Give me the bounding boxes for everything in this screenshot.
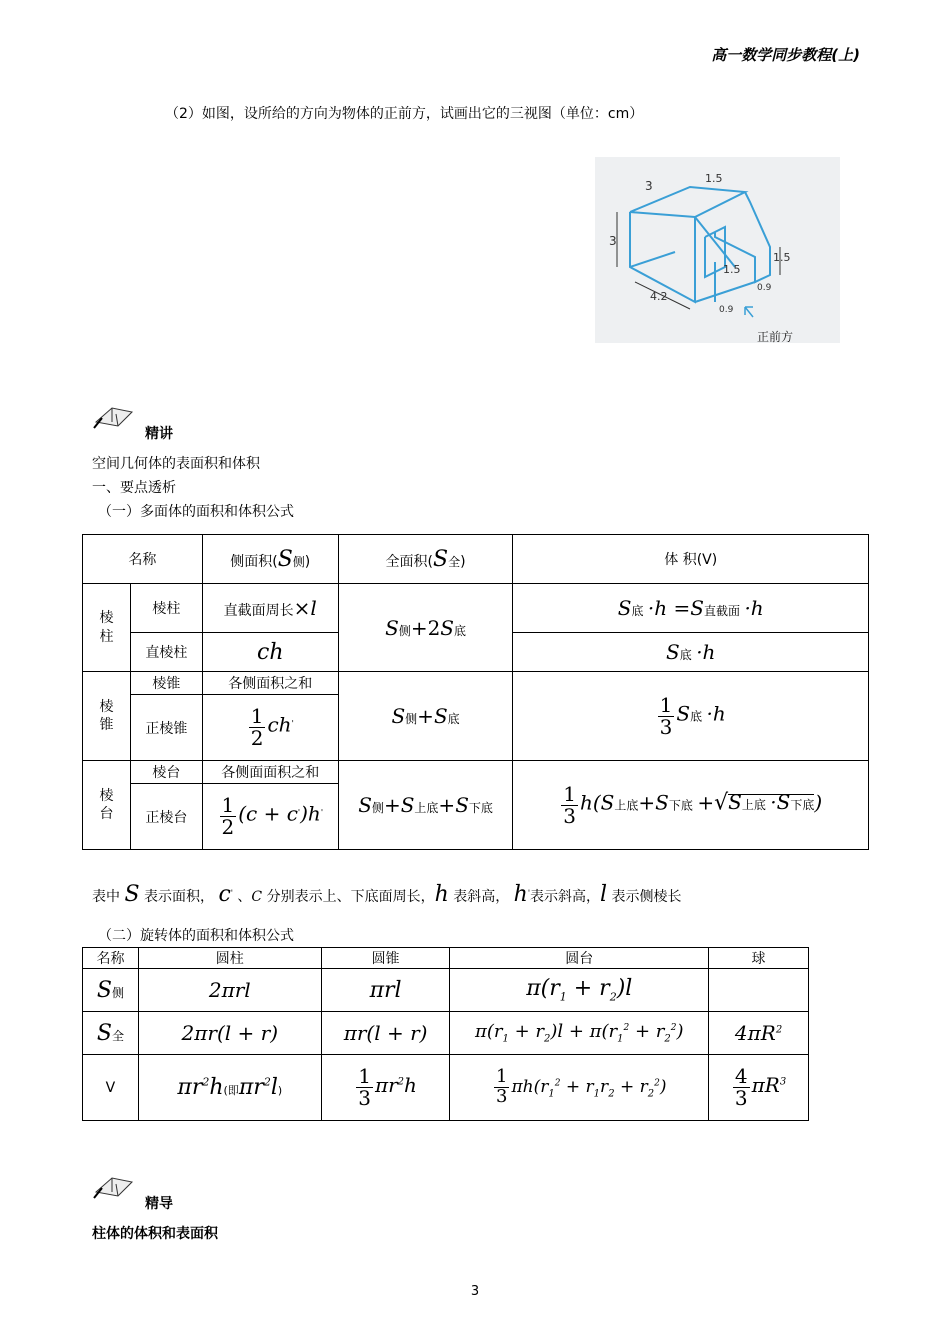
group-prism: 棱柱 [83,584,131,672]
t2-row-volume-label: V [83,1055,139,1121]
prism-total: S侧+2S底 [338,584,513,672]
header-side: 侧面积(S侧) [202,535,338,584]
section-line3: （一）多面体的面积和体积公式 [98,504,294,520]
dim-small2: 0.9 [757,283,772,293]
regular-frustum-side: $\frac{1}{2}$ (c + c')h' [202,784,338,850]
group-frustum: 棱台 [83,761,131,850]
isometric-figure [595,157,840,343]
pyramid-total: S侧+S底 [338,672,513,761]
dim-left: 3 [609,234,617,248]
t2-header-cone: 圆锥 [321,948,450,969]
row-pyramid-side: 各侧面积之和 [202,672,338,695]
t2-row-total-label: S全 [83,1012,139,1055]
header-name: 名称 [83,535,203,584]
direction-arrow-icon [745,307,753,317]
pyramid-volume: $\frac{1}{3}$ S底 ·h [513,672,869,761]
right-prism-volume: S底 ·h [513,633,869,672]
polyhedron-table [82,534,869,850]
section-line4: （二）旋转体的面积和体积公式 [98,928,294,944]
row-right-prism-name: 直棱柱 [130,633,202,672]
cyl-total: 2πr(l + r) [138,1012,321,1055]
cyl-volume: $\pi r^2h$(即$\pi r^2l$) [138,1055,321,1121]
dim-top: 3 [645,179,653,193]
cone-total: πr(l + r) [321,1012,450,1055]
sphere-volume: $\frac{4}{3}$ $\pi R^3$ [709,1055,809,1121]
t2-header-frustum: 圆台 [450,948,709,969]
dim-bottom: 4.2 [650,290,668,303]
section-title-jingjiang: 精讲 [145,426,173,442]
dim-top-right: 1.5 [705,172,723,185]
cyl-side: 2πrl [138,969,321,1012]
t2-header-name: 名称 [83,948,139,969]
t2-header-cylinder: 圆柱 [138,948,321,969]
dim-small1: 0.9 [719,305,734,315]
question-text: （2）如图，设所给的方向为物体的正前方，试画出它的三视图（单位：cm） [165,106,644,122]
revolution-table [82,947,809,1121]
frustum-side: $\pi(r_1 + r_2)l$ [450,969,709,1012]
row-prism-name: 棱柱 [130,584,202,633]
figure-drawing [595,157,840,343]
frustum-total: S侧+S上底+S下底 [338,761,513,850]
book-icon [92,400,137,430]
header-total: 全面积(S全) [338,535,513,584]
header-volume: 体 积(V) [513,535,869,584]
row-frustum-side: 各侧面面积之和 [202,761,338,784]
sphere-side [709,969,809,1012]
t2-row-side-label: S侧 [83,969,139,1012]
t2-header-sphere: 球 [709,948,809,969]
section2-line1: 柱体的体积和表面积 [92,1226,218,1242]
direction-label: 正前方 [757,330,794,343]
prism-volume: S底 ·h =S直截面 ·h [513,584,869,633]
book-icon-2 [92,1170,137,1200]
section-line1: 空间几何体的表面积和体积 [92,456,260,472]
section-line2: 一、要点透析 [92,480,176,496]
table-note: 表中 S 表示面积， c' 、C 分别表示上、下底面周长，h 表斜高， h'表示斜高，l 表示侧棱长 [92,882,682,907]
page-number: 3 [470,1284,480,1299]
row-frustum-name: 棱台 [130,761,202,784]
right-prism-side: ch [202,633,338,672]
dim-right-high: 1.5 [773,251,791,264]
row-pyramid-name: 棱锥 [130,672,202,695]
sphere-total: $4\pi R^2$ [709,1012,809,1055]
row-prism-side: 直截面周长×l [202,584,338,633]
cone-side: πrl [321,969,450,1012]
section-title-jingdao: 精导 [145,1196,173,1212]
dim-inner: 1.5 [723,263,741,276]
page-header: 高一数学同步教程(上) [711,46,860,64]
regular-pyramid-side: $\frac{1}{2}$ ch' [202,695,338,761]
cone-volume: $\frac{1}{3}$ $\pi r^2h$ [321,1055,450,1121]
group-pyramid: 棱锥 [83,672,131,761]
frustum-volume: $\frac{1}{3}$ h(S上底+S下底 +√S上底 ·S下底) [513,761,869,850]
frustum-total2: $\pi(r_1 + r_2)l + \pi(r_1^2 + r_2^2)$ [450,1012,709,1055]
row-regular-pyramid-name: 正棱锥 [130,695,202,761]
frustum-volume2: $\frac{1}{3}$ $\pi h(r_1^2 + r_1r_2 + r_2^2)$ [450,1055,709,1121]
row-regular-frustum-name: 正棱台 [130,784,202,850]
